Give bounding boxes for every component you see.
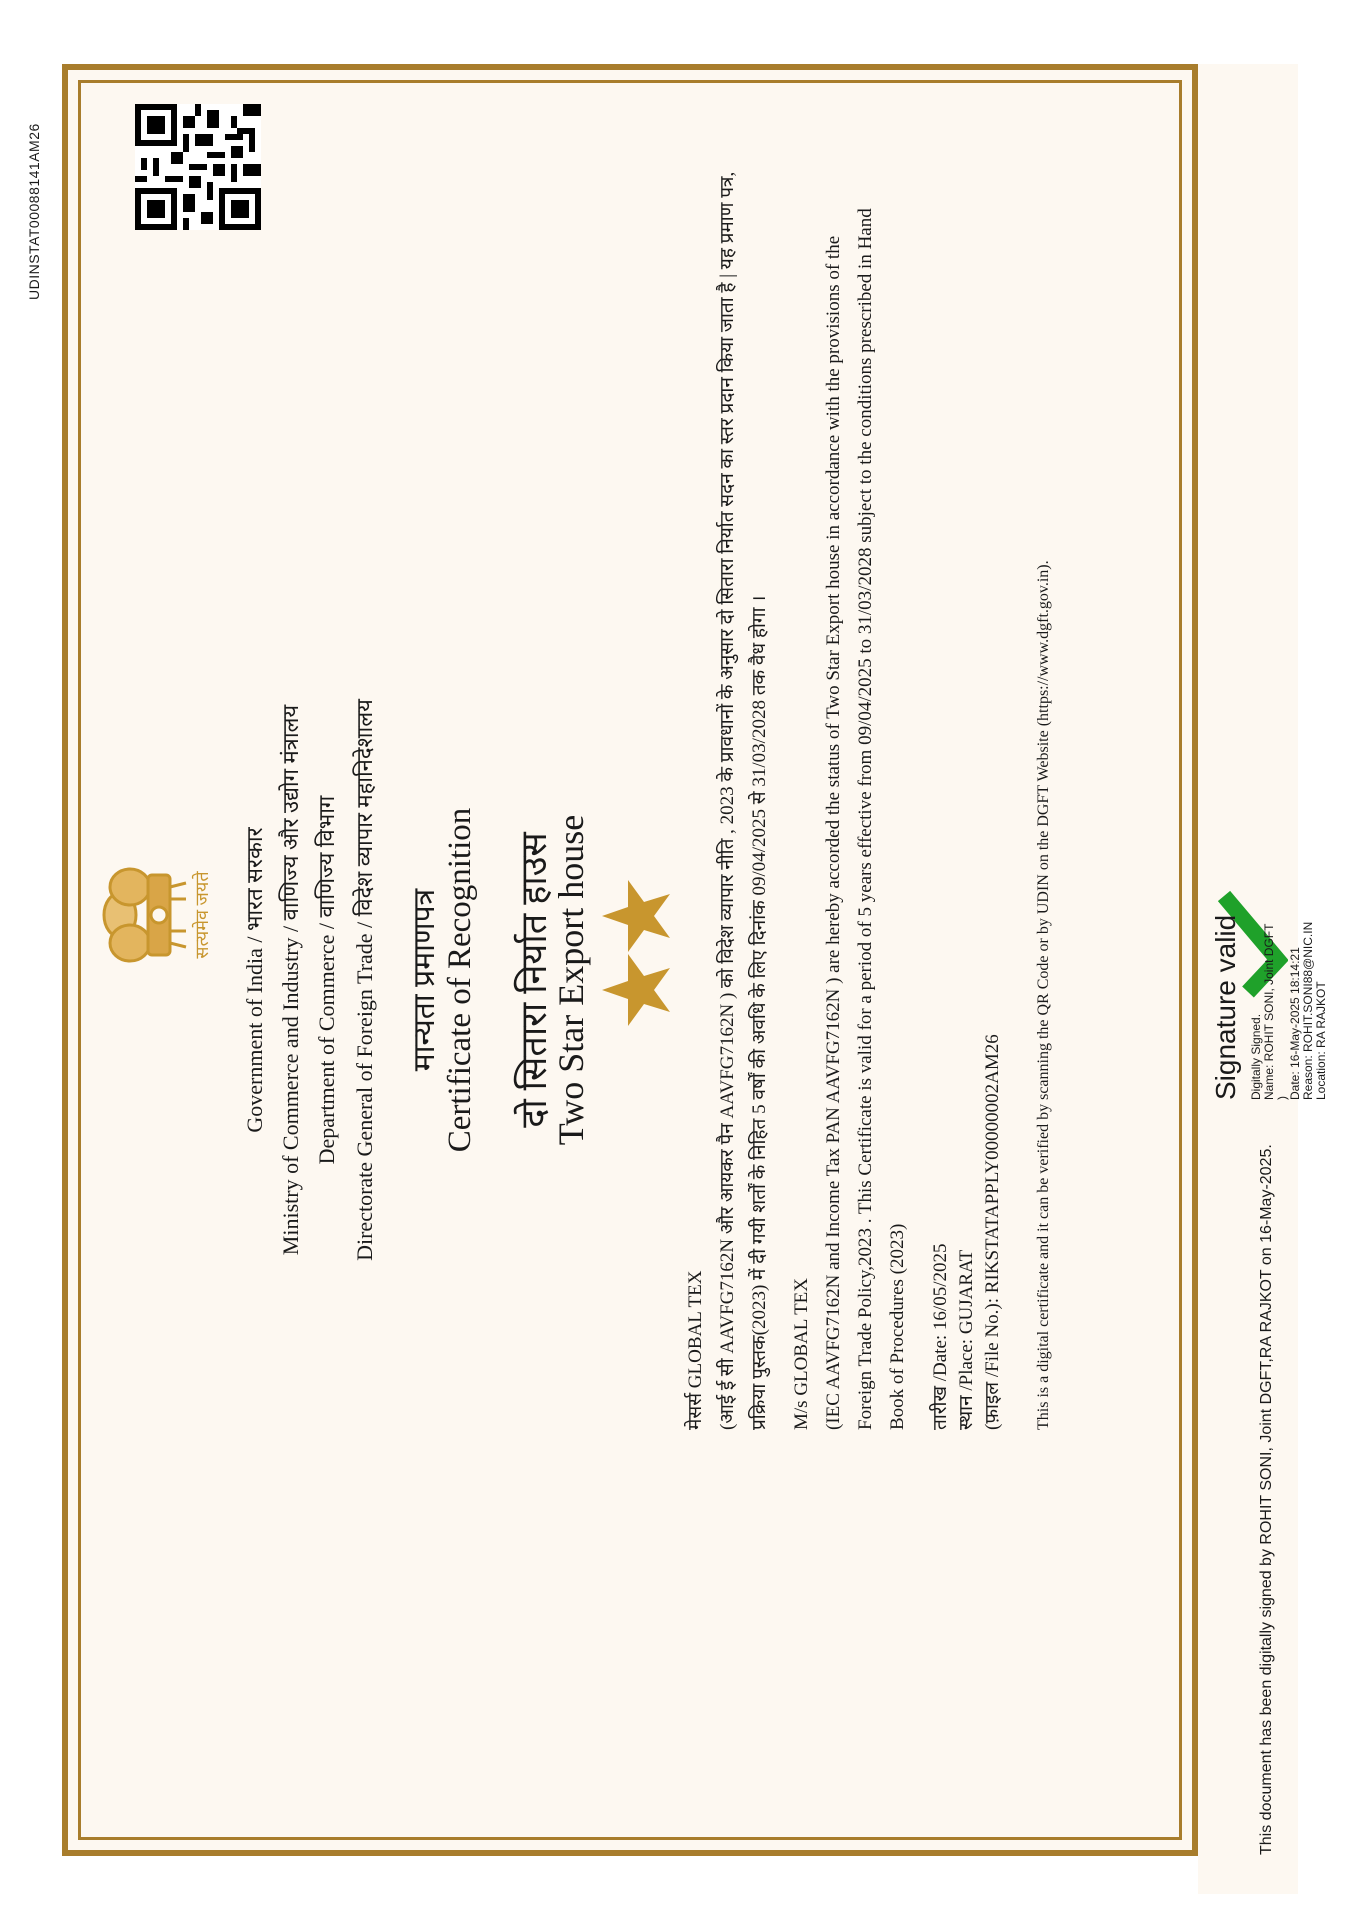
- title-english: Certificate of Recognition: [442, 807, 478, 1153]
- signature-date: Date: 16-May-2025 18:14:21: [1288, 947, 1302, 1100]
- footer-signed-note: This document has been digitally signed by ROHIT SONI, Joint DGFT,RA RAJKOT on 16-May-2025.: [1258, 1144, 1275, 1855]
- udin-number: UDINSTAT00088141AM26: [26, 123, 42, 300]
- header-directorate: Directorate General of Foreign Trade / विदेश व्यापार महानिदेशालय: [352, 699, 377, 1261]
- star-icon: [602, 954, 670, 1026]
- issue-date: तारीख /Date: 16/05/2025: [930, 1243, 951, 1430]
- hindi-line-2: प्रक्रिया पुस्तक(2023) में दी गयी शर्तों के निहित 5 वर्षों की अवधि के लिए दिनांक 09/04/2025 से 31/03/2028 तक वैध होगा ।: [749, 595, 770, 1430]
- status-hindi: दो सितारा निर्यात हाउस: [514, 832, 554, 1128]
- emblem-motto: सत्यमेव जयते: [192, 871, 212, 959]
- star-rating: [600, 878, 676, 1028]
- english-line-3: Book of Procedures (2023): [887, 1223, 908, 1430]
- english-name: M/s GLOBAL TEX: [791, 1278, 812, 1430]
- signature-name: Name: ROHIT SONI, Joint DGFT: [1262, 923, 1276, 1100]
- header-department: Department of Commerce / वाणिज्य विभाग: [314, 795, 339, 1165]
- signature-signed: Digitally Signed.: [1249, 1013, 1263, 1100]
- title-hindi: मान्यता प्रमाणपत्र: [408, 888, 441, 1072]
- certificate-content: [80, 130, 1120, 1830]
- english-line-2: Foreign Trade Policy,2023 . This Certificate is valid for a period of 5 years effective from 09/04/2025 to 31/03/2028 subject to the conditions prescribed in Hand: [855, 208, 876, 1430]
- hindi-name: मेसर्स GLOBAL TEX: [685, 1270, 706, 1430]
- header-government: Government of India / भारत सरकार: [242, 827, 267, 1133]
- signature-status: Signature valid: [1210, 914, 1241, 1100]
- verification-note: This is a digital certificate and it can be verified by scanning the QR Code or by UDIN on the DGFT Website (https://www.dgft.gov.in).: [1035, 560, 1052, 1430]
- file-number: (फ़ाइल /File No.): RIKSTATAPPLY00000002AM26: [982, 1034, 1003, 1430]
- header-ministry: Ministry of Commerce and Industry / वाणिज्य और उद्योग मंत्रालय: [278, 704, 303, 1256]
- status-english: Two Star Export house: [551, 814, 591, 1146]
- qr-code[interactable]: [135, 104, 261, 230]
- issue-place: स्थान /Place: GUJARAT: [956, 1249, 977, 1430]
- signature-paren: ): [1275, 1096, 1289, 1100]
- signature-reason: Reason: ROHIT.SONI88@NIC.IN: [1301, 921, 1315, 1100]
- star-icon: [602, 880, 670, 952]
- signature-location: Location: RA RAJKOT: [1314, 981, 1328, 1100]
- english-line-1: (IEC AAVFG7162N and Income Tax PAN AAVFG7162N ) are hereby accorded the status of Two Star Export house in accordance with the provisions of the: [823, 235, 844, 1430]
- hindi-line-1: (आई ई सी AAVFG7162N और आयकर पैन AAVFG7162N ) को विदेश व्यापार नीति , 2023 के प्रावधानों के अनुसार दो सितारा निर्यात सदन का स्तर प्रदान किया जाता है | यह प्रमाण पत्र,: [717, 171, 738, 1430]
